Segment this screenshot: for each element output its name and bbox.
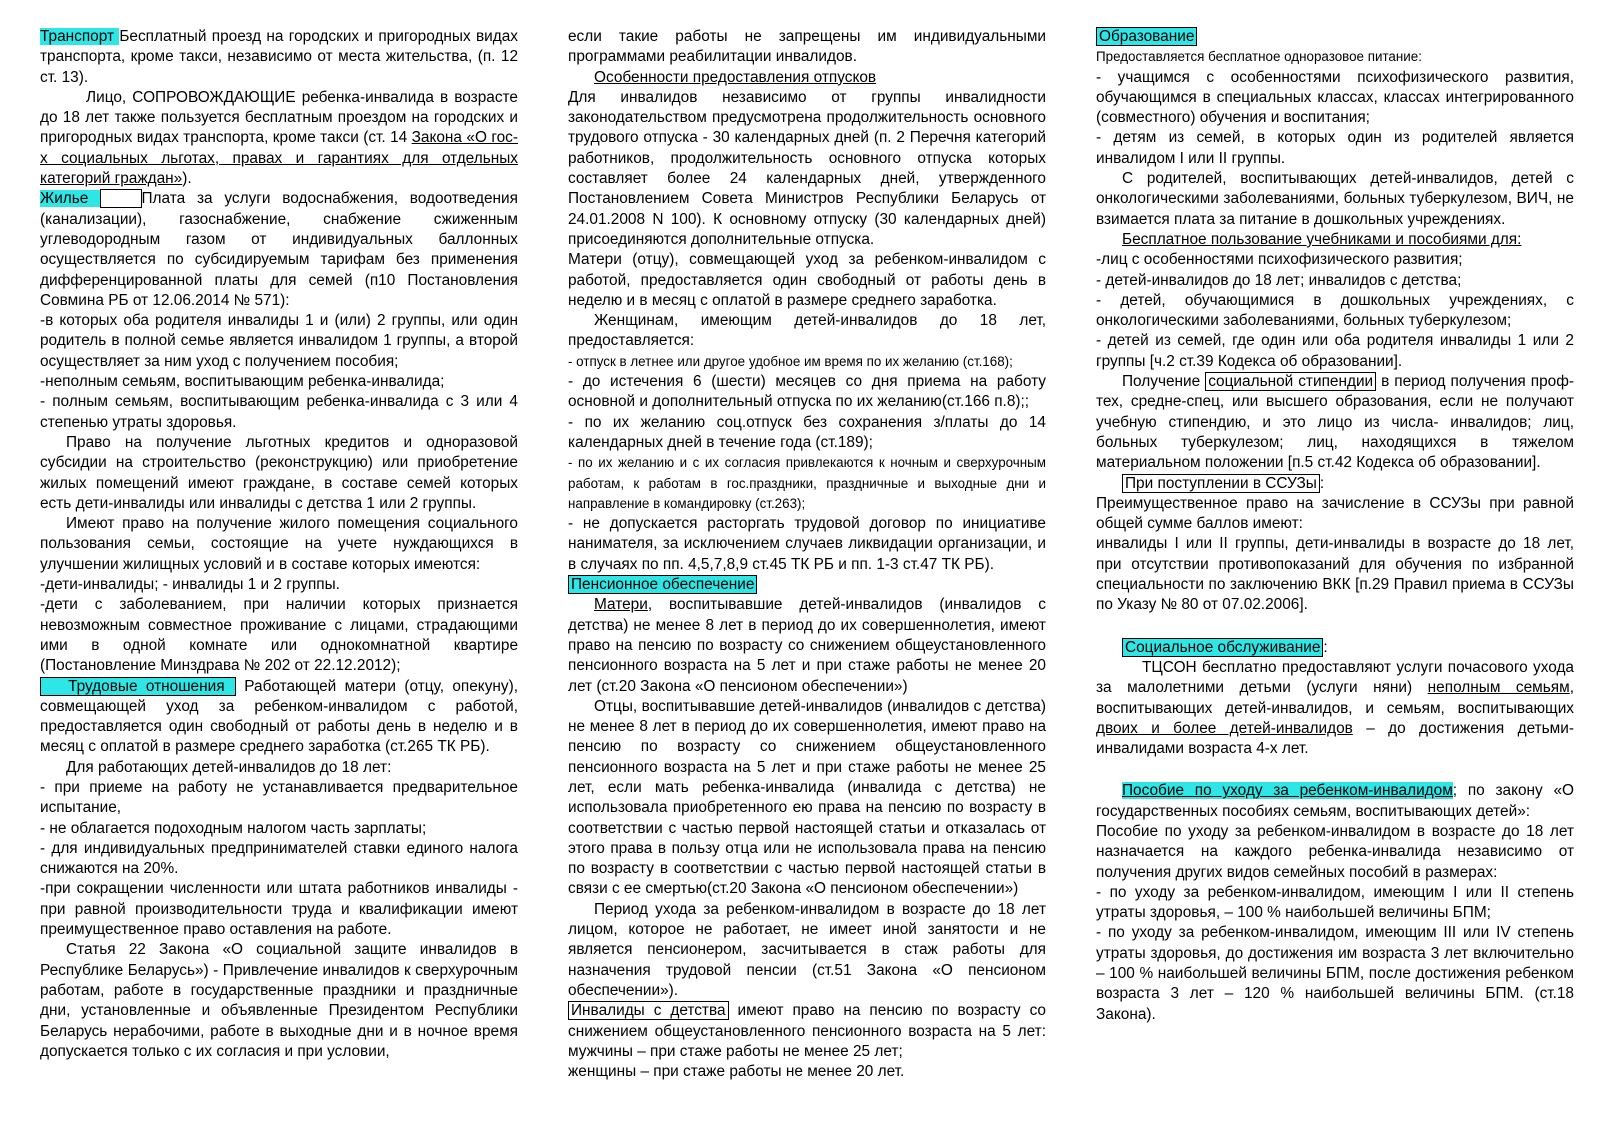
paragraph [40, 88, 518, 189]
paragraph-spacer [1096, 616, 1574, 638]
paragraph [40, 819, 518, 839]
text-run: - детей-инвалидов до 18 лет; инвалидов с детства; [1096, 271, 1462, 289]
text-run: Пособие по уходу за ребенком-инвалидом в возрасте до 18 лет назначается на каждого ребенка-инвалида независимо от получения других видов семейных пособий в размерах: [1096, 822, 1574, 881]
paragraph [1096, 494, 1574, 535]
paragraph [1096, 822, 1574, 883]
paragraph [1096, 250, 1574, 270]
paragraph [40, 778, 518, 819]
highlighted-phrase: Образование [1096, 27, 1197, 46]
text-run: Бесплатный проезд на городских и пригородных видах транспорта, кроме такси, независимо от места жительства, (п. 12 ст. 13). [40, 28, 518, 86]
paragraph [568, 27, 1046, 68]
text-run: - для индивидуальных предпринимателей ставки единого налога снижаются на 20%. [40, 839, 518, 878]
text-run: - полным семьям, воспитывающим ребенка-инвалида с 3 или 4 степенью утраты здоровья. [40, 393, 518, 431]
paragraph [1096, 638, 1574, 658]
paragraph [568, 68, 1046, 88]
text-run: Плата за услуги водоснабжения, водоотведения (канализации), газоснабжение, снабжение сжиженным углеводородным газом от индивидуальных баллонных осуществляется по субсидируемым тарифам без применения дифференцированной платы для семей (п10 Постановления Совмина РБ от 12.06.2014 № 571): [40, 190, 518, 309]
column-2 [568, 27, 1046, 1082]
paragraph [568, 575, 1046, 595]
highlighted-phrase: Жилье [40, 190, 101, 208]
highlighted-phrase: Социальное обслуживание [1122, 638, 1323, 657]
paragraph [1096, 658, 1574, 759]
text-run: - до истечения 6 (шести) месяцев со дня приема на работу основной и дополнительный отпуска по их желанию(ст.166 п.8);; [568, 373, 1046, 411]
text-run: -дети с заболеванием, при наличии которых признается невозможным совместное проживание с лицами, страдающими ими в одной комнате или однокомнатной квартире (Постановление Минздрава № 202 от 22.12.2012); [40, 596, 518, 675]
paragraph [1096, 883, 1574, 924]
paragraph [1096, 230, 1574, 250]
highlighted-phrase: социальной стипендии [1205, 372, 1376, 391]
text-run: Статья 22 Закона «О социальной защите инвалидов в Республике Беларусь») - Привлечение инвалидов к сверхурочным работам, работе в государственные праздники и праздничные дни, установленные и объявленные Президентом Республики Беларусь нерабочими, работе в выходные дни и в ночное время допускается только с их согласия и при условии, [40, 941, 518, 1060]
text-run: ). [182, 170, 192, 188]
text-run: - по уходу за ребенком-инвалидом, имеющим III или IV степень утраты здоровья, до достижения им возраста 3 лет включительно – 100 % наибольшей величины БПМ, после достижения ребенком возраста 3 лет – 120 % наибольшей величины БПМ. (ст.18 Закона). [1096, 924, 1574, 1023]
text-run: в период получения проф-тех, средне-спец, или высшего образования, если не получают учебную стипендию, и это лицо из числа- инвалидов; лиц, больных туберкулезом; лиц, находящихся в тяжелом материальном положении [п.5 ст.42 Кодекса об образовании]. [1096, 373, 1574, 472]
text-run: Работающей матери (отцу, опекуну), совмещающей уход за ребенком-инвалидом с работой, предоставляется один свободный от работы день в неделю и в месяц с оплатой в размере среднего заработка (ст.265 ТК РБ). [40, 677, 518, 756]
paragraph-spacer [1096, 759, 1574, 781]
text-run: Отцы, воспитывавшие детей-инвалидов (инвалидов с детства) не менее 8 лет в период до их совершеннолетия, имеют право на пенсию по возрасту со снижением общеустановленного пенсионного возраста на 5 лет и при стаже работы не менее 25 лет, если мать ребенка-инвалида (инвалида с детства) не использовала приобретенного ею права на пенсию по возрасту в соответствии с частью первой настоящей статьи и отказалась от этого права в пользу отца или не использовала права на пенсию по возрасту в соответствии с частью первой настоящей статьи в связи с ее смертью(ст.20 Закона «О пенсионом обеспечении») [568, 697, 1046, 898]
paragraph [40, 433, 518, 514]
paragraph [40, 311, 518, 372]
text-run: -в которых оба родителя инвалиды 1 и (или) 2 группы, или один родитель в полной семье является инвалидом 1 группы, а второй осуществляет за ним уход с получением пособия; [40, 312, 518, 370]
text-run: Преимущественное право на зачисление в ССУЗы при равной общей сумме баллов имеют: [1096, 494, 1574, 533]
text-run: - по уходу за ребенком-инвалидом, имеющим I или II степень утраты здоровья, – 100 % наибольшей величины БПМ; [1096, 883, 1574, 922]
paragraph [568, 88, 1046, 250]
text-run: - по их желанию и с их согласия привлекаются к ночным и сверхурочным работам, к работам в гос.праздники, праздничные и выходные дни и направление в командировку (ст.263); [568, 455, 1046, 511]
paragraph [1096, 128, 1574, 169]
paragraph [568, 1062, 1046, 1082]
text-run: Для работающих детей-инвалидов до 18 лет: [66, 758, 392, 776]
text-run: - детей из семей, где один или оба родителя инвалиды 1 или 2 группы [ч.2 ст.39 Кодекса об образовании]. [1096, 332, 1574, 370]
paragraph [1096, 534, 1574, 615]
paragraph [40, 879, 518, 940]
text-run: - детям из семей, в которых один из родителей является инвалидом I или II группы. [1096, 129, 1574, 167]
paragraph [568, 697, 1046, 900]
paragraph [568, 1001, 1046, 1062]
text-run: Получение [1122, 373, 1206, 391]
paragraph [1096, 781, 1574, 822]
paragraph [1096, 271, 1574, 291]
paragraph [40, 677, 518, 758]
text-run: - по их желанию соц.отпуск без сохранения з/платы до 14 календарных дней в течение года (ст.189); [568, 413, 1046, 451]
paragraph [1096, 923, 1574, 1024]
text-run: -неполным семьям, воспитывающим ребенка-инвалида; [40, 373, 445, 391]
highlighted-phrase: При поступлении в ССУЗы [1122, 474, 1320, 493]
paragraph [568, 413, 1046, 454]
paragraph [40, 575, 518, 595]
text-run: Матери (отцу), совмещающей уход за ребенком-инвалидом с работой, предоставляется один свободный от работы день в неделю и в месяц с оплатой в размере среднего заработка. [568, 251, 1046, 309]
text-run: Женщинам, имеющим детей-инвалидов до 18 лет, предоставляется: [568, 312, 1046, 350]
paragraph [568, 595, 1046, 696]
paragraph [568, 352, 1046, 372]
text-run: ТЦСОН бесплатно предоставляют услуги почасового ухода за малолетними детьми (услуги няни) [1096, 658, 1574, 697]
paragraph [1096, 68, 1574, 129]
text-run: , воспитывающих детей-инвалидов, и семьям, воспитывающих [1096, 679, 1574, 717]
text-run: - не облагается подоходным налогом часть зарплаты; [40, 819, 427, 837]
paragraph [1096, 372, 1574, 473]
highlighted-phrase: Пособие по уходу за ребенком-инвалидом [1122, 782, 1453, 800]
text-run: -дети-инвалиды; - инвалиды 1 и 2 группы. [40, 576, 340, 594]
highlighted-phrase: Пенсионное обеспечение [568, 575, 757, 594]
paragraph [40, 595, 518, 676]
column-1 [40, 27, 518, 1062]
column-3 [1096, 27, 1574, 1025]
text-run: Имеют право на получение жилого помещения социального пользования семьи, состоящие на учете нуждающихся в улучшении жилищных условий и в составе которых имеются: [40, 515, 518, 573]
paragraph [568, 453, 1046, 514]
paragraph [568, 900, 1046, 1001]
text-run: инвалиды I или II группы, дети-инвалиды в возрасте до 18 лет, при отсутствии противопоказаний для обучения по избранной специальности по заключению ВКК [п.29 Правил приема в ССУЗы по Указу № 80 от 07.02.2006]. [1096, 535, 1574, 614]
paragraph [1096, 331, 1574, 372]
text-run: -при сокращении численности или штата работников инвалиды - при равной производительности труда и квалификации имеют преимущественное право оставления на работе. [40, 880, 518, 939]
text-run: - учащимся с особенностями психофизического развития, обучающимся в специальных классах, классах интегрированного (совместного) обучения и воспитания; [1096, 68, 1574, 127]
text-run: : [1323, 638, 1328, 656]
paragraph [40, 27, 518, 88]
paragraph [1096, 169, 1574, 230]
paragraph [568, 514, 1046, 575]
paragraph [568, 372, 1046, 413]
text-run: - отпуск в летнее или другое удобное им время по их желанию (ст.168); [568, 353, 1013, 369]
highlighted-phrase: Транспорт [40, 28, 120, 45]
highlighted-phrase: Инвалиды с детства [568, 1001, 729, 1020]
paragraph [1096, 474, 1574, 494]
highlighted-phrase: Бесплатное пользование учебниками и пособиями для: [1122, 230, 1522, 248]
paragraph [568, 311, 1046, 352]
text-run: имеют право на пенсию по возрасту со снижением общеустановленного пенсионного возраста на 5 лет: мужчины – при стаже работы не менее 25 лет; [568, 1002, 1046, 1060]
text-run: - при приеме на работу не устанавливается предварительное испытание, [40, 778, 518, 817]
paragraph [40, 758, 518, 778]
text-run: - детей, обучающимися в дошкольных учреждениях, с онкологическими заболеваниями, больных туберкулезом; [1096, 291, 1574, 330]
paragraph [40, 940, 518, 1062]
paragraph [40, 392, 518, 433]
text-run: : [1319, 474, 1325, 492]
highlighted-phrase: Матери [594, 596, 648, 614]
text-run: – до достижения детьми-инвалидами возраста 4-х лет. [1096, 719, 1574, 758]
text-run: - не допускается расторгать трудовой договор по инициативе нанимателя, за исключением случаев ликвидации организации, и в случаях по пп. 4,5,7,8,9 ст.45 ТК РБ и пп. 1-3 ст.47 ТК РБ). [568, 515, 1046, 573]
text-run: Лицо, СОПРОВОЖДАЮЩИЕ ребенка-инвалида в возрасте до 18 лет также пользуется бесплатным проездом на городских и пригородных видах транспорта, кроме такси (ст. 14 [40, 88, 518, 147]
text-run: -лиц с особенностями психофизического развития; [1096, 251, 1463, 269]
text-run: С родителей, воспитывающих детей-инвалидов, детей с онкологическими заболеваниями, больных туберкулезом, ВИЧ, не взимается плата за питание в дошкольных учреждениях. [1096, 170, 1574, 228]
text-run: если такие работы не запрещены им индивидуальными программами реабилитации инвалидов. [568, 28, 1046, 66]
paragraph [1096, 47, 1574, 67]
paragraph [40, 372, 518, 392]
text-run: Право на получение льготных кредитов и одноразовой субсидии на строительство (реконструкцию) или приобретение жилых помещений имеют граждане, в составе семей которых есть дети-инвалиды или инвалиды с детства 1 или 2 группы. [40, 433, 518, 512]
highlighted-phrase [100, 189, 141, 208]
highlighted-phrase: Закона «О гос-х социальных льготах, правах и гарантиях для отдельных категорий граждан» [40, 129, 518, 188]
text-run: Период ухода за ребенком-инвалидом в возрасте до 18 лет лицом, которое не работает, не имеет иной занятости и не является пенсионером, засчитывается в стаж работы для назначения трудовой пенсии (ст.51 Закона «О пенсионом обеспечении»). [568, 900, 1046, 999]
highlighted-phrase: двоих и более детей-инвалидов [1096, 719, 1353, 737]
highlighted-phrase: неполным семьям [1427, 679, 1570, 697]
highlighted-phrase: Трудовые отношения [40, 677, 236, 696]
text-run: женщины – при стаже работы не менее 20 лет. [568, 1063, 905, 1081]
paragraph [40, 189, 518, 311]
paragraph [1096, 27, 1574, 47]
text-run: ; по закону «О государственных пособиях семьям, воспитывающих детей»: [1096, 782, 1574, 820]
paragraph [40, 839, 518, 880]
text-run: , воспитывавшие детей-инвалидов (инвалидов с детства) не менее 8 лет в период до их совершеннолетия, имеют право на пенсию по возрасту со снижением общеустановленного пенсионного возраста на 5 лет и при стаже работы не менее 20 лет (ст.20 Закона «О пенсионом обеспечении») [568, 596, 1046, 695]
text-run: Предоставляется бесплатное одноразовое питание: [1096, 49, 1422, 65]
text-run: Для инвалидов независимо от группы инвалидности законодательством предусмотрена продолжительность основного трудового отпуска - 30 календарных дней (п. 2 Перечня категорий работников, продолжительность основного отпуска которых составляет более 24 календарных дней, утвержденного Постановлением Совета Министров Республики Беларусь от 24.01.2008 N 100). К основному отпуску (30 календарных дней) присоединяются дополнительные отпуска. [568, 88, 1046, 248]
paragraph [40, 514, 518, 575]
highlighted-phrase: Особенности предоставления отпусков [594, 68, 877, 86]
paragraph [568, 250, 1046, 311]
paragraph [1096, 291, 1574, 332]
